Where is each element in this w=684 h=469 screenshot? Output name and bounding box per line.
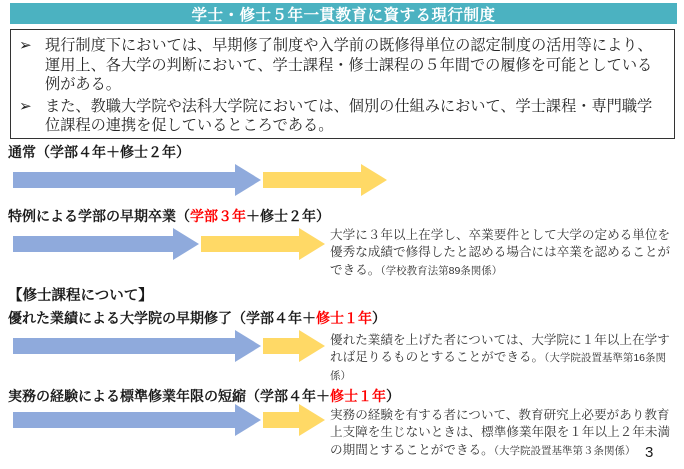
bachelor-arrow — [13, 330, 261, 362]
arrow-body — [263, 172, 361, 188]
section-heading-early-graduation — [8, 206, 330, 226]
bullet-marker-icon: ➢ — [19, 97, 32, 115]
heading-text: ＋修士２年） — [246, 208, 330, 224]
subsection-header: 【修士課程について】 — [8, 288, 153, 304]
note-text: 大学に３年以上在学し、卒業要件として大学の定める単位を優秀な成績で修得したと認める場合には卒業を認めることができる。 — [330, 228, 671, 277]
arrow-body — [201, 236, 299, 252]
heading-highlight: 学部３年 — [190, 208, 246, 224]
arrow-body — [13, 172, 235, 188]
heading-highlight: 修士１年 — [316, 310, 372, 326]
heading-text: 特例による学部の早期卒業（ — [8, 208, 190, 224]
note-ref: （大学院設置基準第３条関係） — [493, 444, 636, 457]
arrow-head-icon — [299, 404, 325, 436]
page-number: 3 — [645, 444, 654, 461]
heading-text: 優れた業績による大学院の早期修了（学部４年＋ — [8, 310, 316, 326]
bullet-text: また、教職大学院や法科大学院においては、個別の仕組みにおいて、学士課程・専門職学位課程の連携を促しているところである。 — [45, 97, 653, 134]
arrow-head-icon — [299, 228, 325, 260]
heading-text: 通常（学部４年＋修士２年） — [8, 144, 190, 160]
arrow-body — [263, 338, 299, 354]
bullet-item — [19, 36, 666, 95]
title-bar — [10, 3, 677, 24]
heading-highlight: 修士１年 — [330, 388, 386, 404]
note-early-graduation — [330, 227, 678, 279]
arrow-head-icon — [361, 164, 387, 196]
timeline-arrows-early-completion — [13, 330, 325, 362]
arrow-body — [13, 236, 173, 252]
bachelor-arrow — [13, 164, 261, 196]
section-heading-early-completion — [8, 308, 386, 328]
heading-text: 実務の経験による標準修業年限の短縮（学部４年＋ — [8, 388, 330, 404]
note-shortened-term — [330, 407, 678, 459]
section-heading-shortened-term — [8, 386, 400, 406]
master-arrow — [263, 164, 387, 196]
note-ref: （学校教育法第89条関係） — [380, 264, 503, 277]
master-arrow — [263, 330, 325, 362]
heading-text: ） — [386, 388, 400, 404]
intro-box — [10, 29, 675, 139]
bullet-marker-icon: ➢ — [19, 37, 32, 54]
bachelor-arrow — [13, 404, 261, 436]
section-heading-normal — [8, 142, 190, 162]
arrow-head-icon — [173, 228, 199, 260]
arrow-head-icon — [299, 330, 325, 362]
note-text: 実務の経験を有する者について、教育研究上必要があり教育上支障を生じないときは、標準修業年限を１年以上２年未満の期間とすることができる。 — [330, 408, 671, 457]
master-arrow — [201, 228, 325, 260]
arrow-head-icon — [235, 330, 261, 362]
bullet-item — [19, 97, 666, 136]
heading-text: ） — [372, 310, 386, 326]
note-early-completion — [330, 332, 678, 384]
arrow-body — [263, 412, 299, 428]
timeline-arrows-normal — [13, 164, 387, 196]
bullet-text: 現行制度下においては、早期修了制度や入学前の既修得単位の認定制度の活用等により、運用上、各大学の判断において、学士課程・修士課程の５年間での履修を可能としている例がある。 — [45, 37, 653, 93]
note-ref: （大学院設置基準第16条関係） — [330, 352, 667, 382]
arrow-head-icon — [235, 164, 261, 196]
page-title: 学士・修士５年一貫教育に資する現行制度 — [191, 6, 496, 24]
note-text: 優れた業績を上げた者については、大学院に１年以上在学すれば足りるものとすることができる。 — [330, 333, 670, 365]
arrow-head-icon — [235, 404, 261, 436]
arrow-body — [13, 412, 235, 428]
arrow-body — [13, 338, 235, 354]
timeline-arrows-early-graduation — [13, 228, 325, 260]
timeline-arrows-shortened-term — [13, 404, 325, 436]
bachelor-arrow — [13, 228, 199, 260]
master-arrow — [263, 404, 325, 436]
